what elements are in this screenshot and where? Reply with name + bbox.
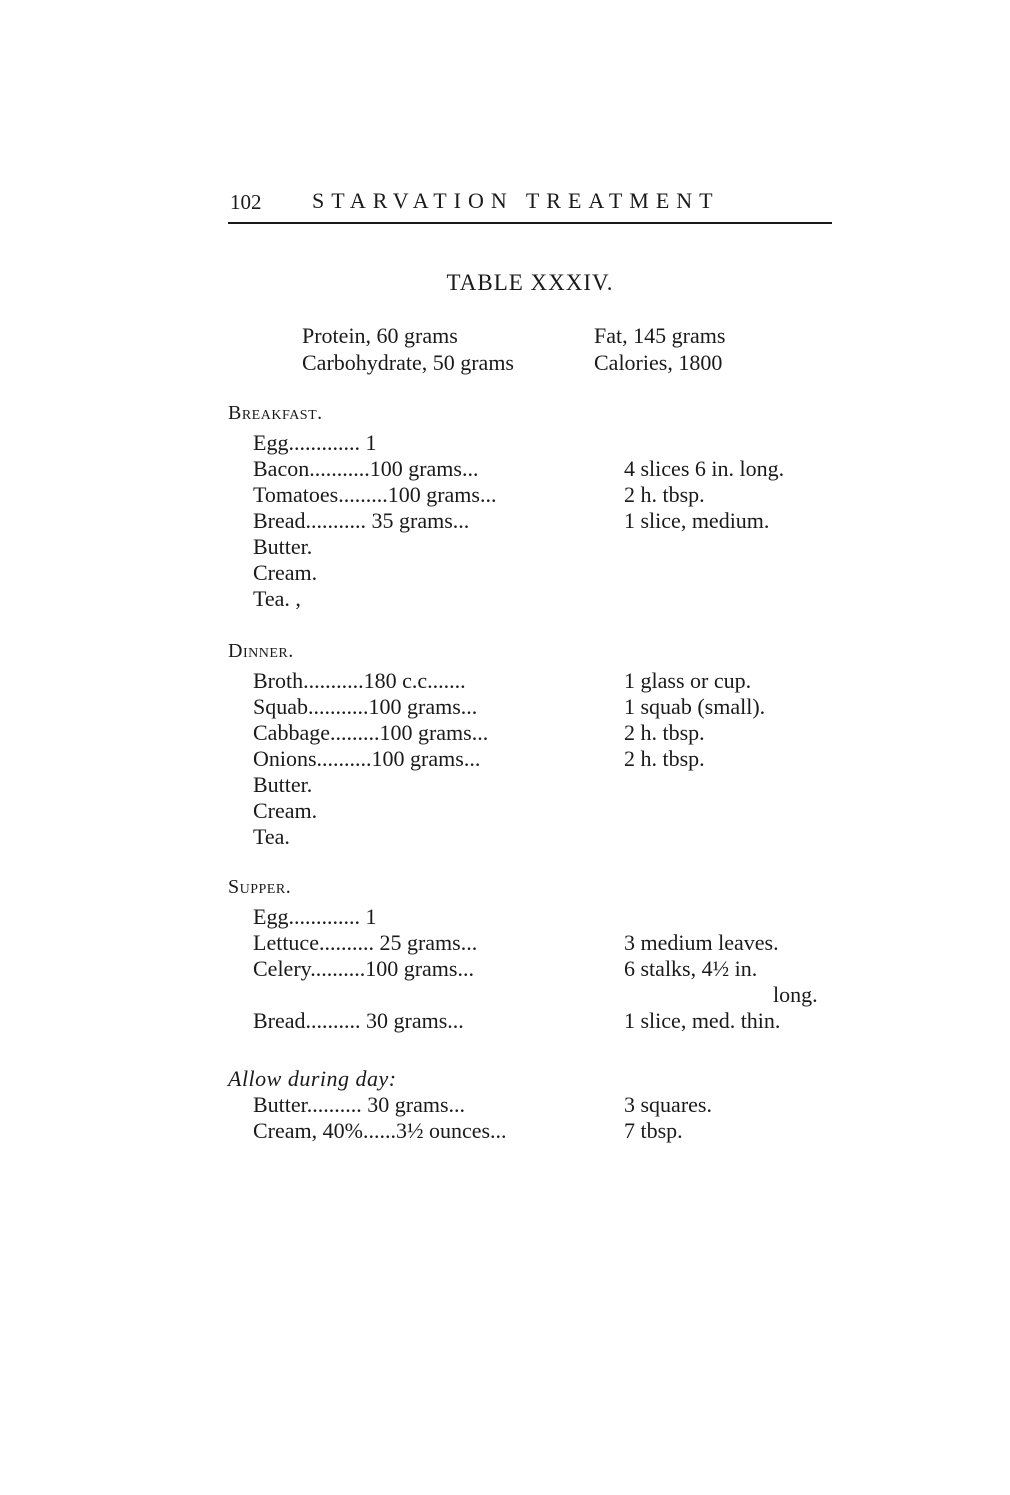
breakfast-heading: Breakfast. (228, 402, 323, 424)
allow-during-day-heading: Allow during day: (228, 1066, 397, 1091)
item-portion: 2 h. tbsp. (624, 482, 705, 507)
summary-fat: Fat, 145 grams (594, 323, 726, 348)
page-number: 102 (230, 190, 262, 214)
item-amount: Bacon...........100 grams... (253, 456, 479, 481)
item-portion: 1 slice, med. thin. (624, 1008, 781, 1033)
running-title: STARVATION TREATMENT (312, 188, 720, 213)
item-amount: Tomatoes.........100 grams... (253, 482, 497, 507)
item-amount: Broth...........180 c.c....... (253, 668, 466, 693)
item-portion: 3 medium leaves. (624, 930, 779, 955)
item-portion: 6 stalks, 4½ in. (624, 956, 758, 981)
nutrition-summary (302, 322, 726, 376)
item-amount: Lettuce.......... 25 grams... (253, 930, 478, 955)
item-amount: Tea. , (253, 586, 301, 611)
item-amount: Cream, 40%......3½ ounces... (253, 1118, 507, 1143)
item-amount: Butter. (253, 772, 313, 797)
item-portion: 1 squab (small). (624, 694, 766, 719)
item-amount: Squab...........100 grams... (253, 694, 478, 719)
item-portion: 2 h. tbsp. (624, 720, 705, 745)
dinner-heading: Dinner. (228, 640, 294, 662)
item-amount: Butter. (253, 534, 313, 559)
item-portion: 1 glass or cup. (624, 668, 752, 693)
item-amount: Egg............. 1 (253, 430, 377, 455)
item-portion: 4 slices 6 in. long. (624, 456, 785, 481)
item-amount: Bread........... 35 grams... (253, 508, 470, 533)
item-amount: Cream. (253, 560, 318, 585)
item-amount: Cream. (253, 798, 318, 823)
item-portion: 3 squares. (624, 1092, 712, 1117)
page-header (230, 186, 830, 216)
item-amount: Bread.......... 30 grams... (253, 1008, 464, 1033)
item-amount: Onions..........100 grams... (253, 746, 481, 771)
item-amount: Tea. (253, 824, 290, 849)
item-amount: Butter.......... 30 grams... (253, 1092, 466, 1117)
item-amount: Egg............. 1 (253, 904, 377, 929)
table-title: TABLE XXXIV. (446, 270, 614, 295)
summary-calories: Calories, 1800 (594, 350, 723, 375)
summary-protein: Protein, 60 grams (302, 323, 458, 348)
item-portion: 2 h. tbsp. (624, 746, 705, 771)
item-amount: Cabbage.........100 grams... (253, 720, 489, 745)
item-portion: 1 slice, medium. (624, 508, 770, 533)
supper-heading: Supper. (228, 876, 292, 898)
item-amount: Celery..........100 grams... (253, 956, 474, 981)
header-rule (228, 222, 832, 224)
summary-carbohydrate: Carbohydrate, 50 grams (302, 350, 514, 375)
item-portion: 7 tbsp. (624, 1118, 683, 1143)
item-portion-continued: long. (773, 982, 818, 1007)
